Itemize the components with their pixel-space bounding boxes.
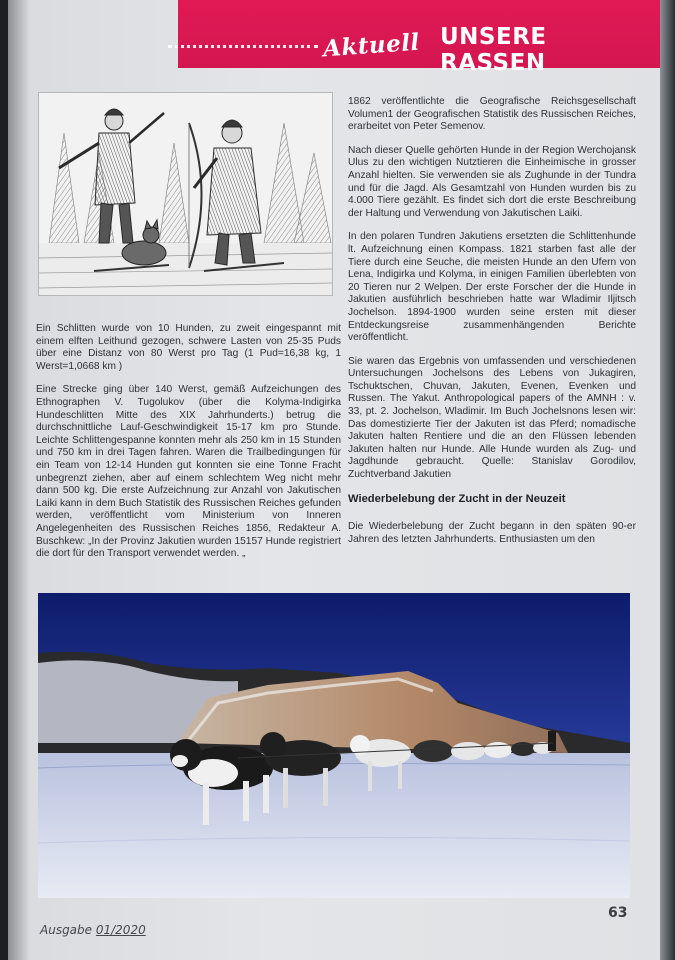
section-subheading: Wiederbelebung der Zucht in der Neuzeit: [348, 492, 566, 505]
issue-label: [40, 923, 146, 937]
left-paragraph: Eine Strecke ging über 140 Werst, gemäß Aufzeichungen des Ethnographen V. Tugolukov (über die Kolyma-Indigirka Hundeschlitten Mitte des XIX Jahrhunderts.) betrug die durchschnittliche Lauf-Geschwindigkeit 15-17 km pro Stunde. Leichte Schlittengespanne konnten mehr als 250 km in 15 Stunden und 750 km in drei Tagen fahren. Waren die Trailbedingungen für ein Team von 12-14 Hunden gut konnten sie eine Tonne Fracht unbegrenzt ziehen, aber auf einem schlechtem Weg nicht mehr dann 500 kg. Die erste Aufzeichnung zur Anzahl von Jakutischen Laiki kann in dem Buch Statistik des Russischen Reiches gefunden werden, veröffentlicht vom Ministerium von Inneren Angelegenheiten des Russischen Reiches 1856, Redakteur A. Buschkew: „In der Provinz Jakutien wurden 15157 Hunde registriert die dort für den Transport verwendet werden. „: [36, 384, 341, 560]
right-paragraph-4: Sie waren das Ergebnis von umfassenden und verschiedenen Untersuchungen Jochelsons des Lebens von Jukagiren, Tschuktschen, Chuvan, Jakuten, Evenen, Evenken und Russen. The Yakut. Anthropological papers of the AMNH : v. 33, pt. 2. Jochelson, Wladimir. Im Buch Jochelsnons lesen wir: Das domestizierte Tier der Jakuten ist das Pferd; nomadische Jakuten halten Rentiere und die an den Flüssen lebenden Jakuten halten nur Hunde. Alle Hunde wurden als Zug- und Jagdhunde gebraucht. Quelle: Stanislav Gorodilov, Zuchtverband Jakutien: [348, 355, 636, 481]
page-number: 63: [608, 905, 628, 921]
issue-number: 01/2020: [95, 923, 146, 937]
right-paragraph-2: Nach dieser Quelle gehörten Hunde in der Region Werchojansk Ulus zu den wichtigen Nutztieren die Einheimische in grosser Anzahl hielten. Sie verwenden sie als Zughunde in der Tundra und für die Jagd. Als Gesamtzahl von Hunden wurden bis zu 4.000 Tiere gezählt. Es findet sich dort die erste Beschreibung der Haltung und Verwendung von Jakutischen Laiki.: [348, 144, 636, 219]
right-column: [348, 96, 636, 557]
left-column: [36, 323, 341, 572]
binding-shadow: [8, 0, 30, 960]
issue-prefix: Ausgabe: [40, 923, 96, 937]
image-caption: Ein Schlitten wurde von 10 Hunden, zu zweit eingespannt mit einem elften Leithund gezogen, schwere Lasten von 25-35 Puds über eine Distanz von 80 Werst pro Tag (1 Pud=16,38 kg, 1 Werst=1,0668 km ): [36, 323, 341, 372]
engraving-two-hunters-with-dog-icon: [39, 93, 333, 296]
sled-dog-team-on-frozen-river-icon: [38, 593, 630, 898]
right-paragraph-3: In den polaren Tundren Jakutiens ersetzten die Schlittenhunde lt. Aufzeichnung einen Kompass. 1821 starben fast alle der Tiere durch eine Seuche, die meisten Hunde an den Ufern von Lena, Indigirka und Kolyma, in einigen Familien überlebten von 20 Tieren nur 2 Welpen. Der erste Forscher der die Hunde in Jakutien ausführlich beschrieben hatte war Wladimir Iljitsch Jochelson. 1894-1900 wurden seine ersten mit dieser Entdeckungsreise zusammenhängenden Berichte veröffentlicht.: [348, 231, 636, 344]
engraving-image: [38, 92, 333, 296]
rubric-title: UNSERE RASSEN: [440, 24, 547, 76]
sled-dog-photo: [38, 593, 630, 898]
magazine-page: [8, 0, 660, 960]
header-dotted-line: [168, 45, 318, 49]
right-paragraph-1: 1862 veröffentlichte die Geografische Reichsgesellschaft Volumen1 der Geografischen Statistik des Russischen Reiches, erarbeitet von Peter Semenov.: [348, 96, 636, 133]
page-edge-shadow: [660, 0, 675, 960]
section-label: Aktuell: [322, 28, 421, 63]
right-paragraph-5: Die Wiederbelebung der Zucht begann in den späten 90-er Jahren des letzten Jahrhunderts. Enthusiasten um den: [348, 521, 636, 545]
